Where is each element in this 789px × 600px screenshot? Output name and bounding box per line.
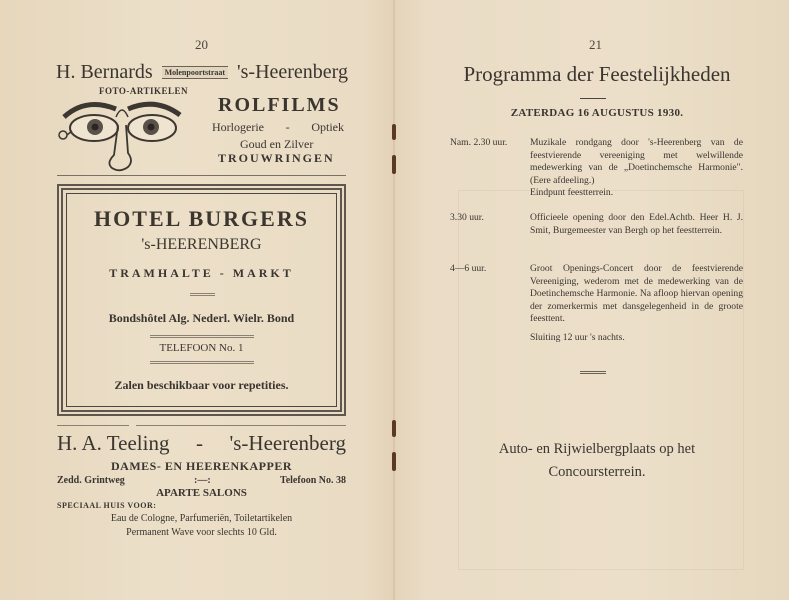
parking-line1: Auto- en Rijwielbergplaats op het — [498, 441, 696, 457]
telephone-rule-bottom — [150, 361, 254, 364]
parking-line2: Concoursterrein. — [548, 464, 646, 480]
divider-rule — [136, 425, 346, 426]
teeling-contact-row — [57, 475, 346, 486]
eyes-spectacles-icon — [56, 95, 186, 175]
schedule-description — [530, 137, 743, 200]
hotel-town: 's-HEERENBERG — [141, 236, 262, 253]
teeling-name: H. A. Teeling — [57, 431, 170, 455]
bernards-town: 's-Heerenberg — [237, 61, 348, 83]
staple — [392, 420, 396, 437]
horlogerie: Horlogerie — [212, 120, 264, 134]
staple — [392, 452, 396, 471]
schedule-description: Groot Openings-Concert door de feestvierende Vereeniging, wederom met de medewerking van de Doetinchemsche Harmonie. Na afloop hiervan opening der zomerkermis met dansgelegenheid in de groote feesttent. — [530, 263, 743, 324]
date-heading: ZATERDAG 16 AUGUSTUS 1930. — [510, 107, 684, 119]
schedule-time: 3.30 uur. — [450, 212, 484, 223]
hotel-bond: Bondshôtel Alg. Nederl. Wielr. Bond — [108, 311, 295, 325]
teeling-speciaal: SPECIAAL HUIS VOOR: — [57, 501, 157, 510]
optiek: Optiek — [311, 120, 344, 134]
program-title: Programma der Feestelijkheden — [463, 62, 731, 86]
staple — [392, 155, 396, 174]
telephone-rule-top — [150, 335, 254, 338]
trouwringen: TROUWRINGEN — [218, 151, 335, 165]
hotel-zalen: Zalen beschikbaar voor repetities. — [114, 378, 289, 392]
teeling-products-line1: Eau de Cologne, Parfumeriën, Toiletartikelen — [110, 513, 293, 524]
teeling-telephone: Telefoon No. 38 — [279, 475, 346, 486]
schedule-description-text: Muzikale rondgang door 's-Heerenberg van de feestvierende vereeniging met welwillende medewerking van de „Doetinchemsche Harmonie". (Eere afdeeling.) — [530, 137, 743, 186]
hotel-telephone: TELEFOON No. 1 — [159, 342, 244, 354]
hotel-ad-box — [66, 193, 337, 407]
optics-dash: - — [285, 120, 290, 134]
bernards-name: H. Bernards — [56, 61, 153, 83]
hotel-name: HOTEL BURGERS — [94, 206, 309, 231]
divider-rule — [57, 175, 346, 176]
hotel-location: TRAMHALTE - MARKT — [109, 266, 294, 280]
teeling-separator: :—: — [194, 475, 211, 486]
teeling-dash: - — [195, 431, 203, 455]
book-gutter — [393, 0, 395, 600]
schedule-description: Officieele opening door den Edel.Achtb. Heer H. J. Smit, Burgemeester van Bergh op het feestterrein. — [530, 212, 743, 236]
optics-line — [212, 120, 344, 135]
page-number-left: 20 — [195, 37, 208, 52]
teeling-products-line2: Permanent Wave voor slechts 10 Gld. — [126, 527, 277, 538]
teeling-address: Zedd. Grintweg — [57, 475, 125, 486]
parking-notice — [445, 438, 749, 484]
goud-en-zilver: Goud en Zilver — [240, 137, 314, 151]
bleed-through-shadow — [458, 190, 744, 570]
left-page — [0, 0, 393, 600]
teeling-header — [57, 431, 346, 456]
hotel-divider — [190, 293, 215, 296]
closing-time: Sluiting 12 uur 's nachts. — [530, 332, 625, 343]
foto-artikelen: FOTO-ARTIKELEN — [99, 86, 189, 96]
bernards-header — [56, 61, 348, 84]
teeling-salons: APARTE SALONS — [156, 487, 247, 499]
bernards-street: Molenpoortstraat — [162, 66, 228, 79]
schedule-time: Nam. 2.30 uur. — [450, 137, 508, 148]
divider-rule — [57, 425, 129, 426]
section-divider — [580, 371, 606, 374]
schedule-time: 4—6 uur. — [450, 263, 487, 274]
teeling-trade: DAMES- EN HEERENKAPPER — [110, 459, 292, 473]
rolfilms-heading: ROLFILMS — [218, 94, 341, 116]
schedule-note: Eindpunt feestterrein. — [530, 187, 614, 198]
staple — [392, 124, 396, 140]
title-divider — [580, 98, 606, 99]
teeling-town: 's-Heerenberg — [229, 431, 346, 455]
page-number-right: 21 — [589, 37, 602, 52]
